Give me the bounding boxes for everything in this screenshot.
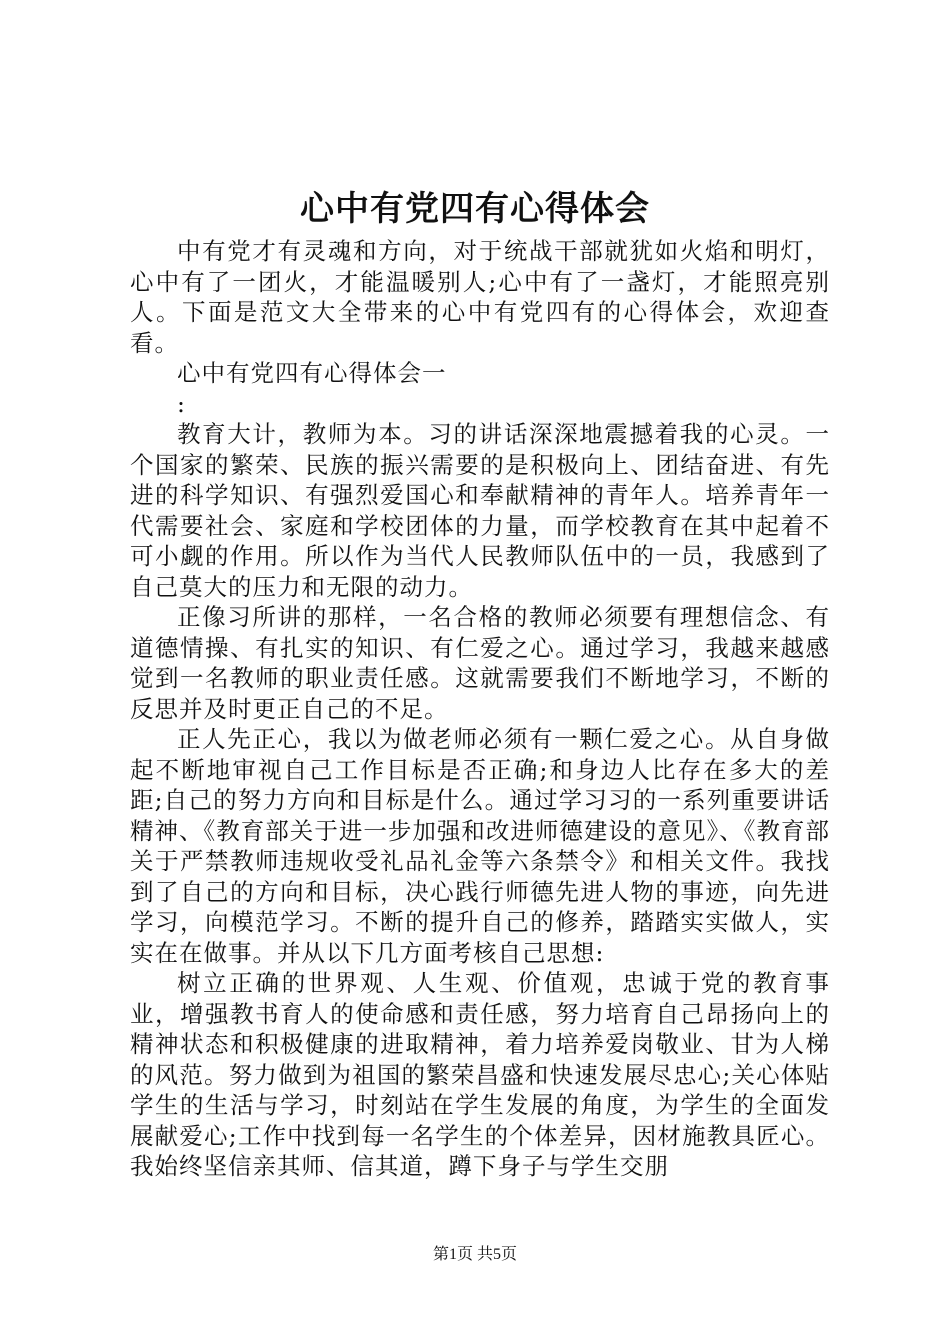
section-heading: 心中有党四有心得体会一 xyxy=(177,359,447,387)
body-paragraph: 教育大计，教师为本。习的讲话深深地震撼着我的心灵。一个国家的繁荣、民族的振兴需要的是积极向上、团结奋进、有先进的科学知识、有强烈爱国心和奉献精神的青年人。培养青年一代需要社会、家庭和学校团体的力量，而学校教育在其中起着不可小觑的作用。所以作为当代人民教师队伍中的一员，我感到了自己莫大的压力和无限的动力。 xyxy=(130,420,830,601)
section-colon: : xyxy=(177,389,186,418)
page-number: 第1页 共5页 xyxy=(432,1246,517,1263)
body-paragraph: 树立正确的世界观、人生观、价值观，忠诚于党的教育事业，增强教书育人的使命感和责任感，努力培育自己昂扬向上的精神状态和积极健康的进取精神，着力培养爱岗敬业、甘为人梯的风范。努力做到为祖国的繁荣昌盛和快速发展尽忠心;关心体贴学生的生活与学习，时刻站在学生发展的角度，为学生的全面发展献爱心;工作中找到每一名学生的个体差异，因材施教具匠心。我始终坚信亲其师、信其道，蹲下身子与学生交朋 xyxy=(130,969,830,1180)
document-body xyxy=(130,236,830,1182)
document-title: 心中有党四有心得体会 xyxy=(300,189,650,229)
intro-paragraph: 中有党才有灵魂和方向，对于统战干部就犹如火焰和明灯，心中有了一团火，才能温暖别人;心中有了一盏灯，才能照亮别人。下面是范文大全带来的心中有党四有的心得体会，欢迎查看。 xyxy=(130,237,830,357)
body-paragraph: 正人先正心，我以为做老师必须有一颗仁爱之心。从自身做起不断地审视自己工作目标是否正确;和身边人比存在多大的差距;自己的努力方向和目标是什么。通过学习习的一系列重要讲话精神、《教育部关于进一步加强和改进师德建设的意见》、《教育部关于严禁教师违规收受礼品礼金等六条禁令》和相关文件。我找到了自己的方向和目标，决心践行师德先进人物的事迹，向先进学习，向模范学习。不断的提升自己的修养，踏踏实实做人，实实在在做事。并从以下几方面考核自己思想: xyxy=(130,725,830,967)
body-paragraph: 正像习所讲的那样，一名合格的教师必须要有理想信念、有道德情操、有扎实的知识、有仁爱之心。通过学习，我越来越感觉到一名教师的职业责任感。这就需要我们不断地学习，不断的反思并及时更正自己的不足。 xyxy=(130,603,830,723)
